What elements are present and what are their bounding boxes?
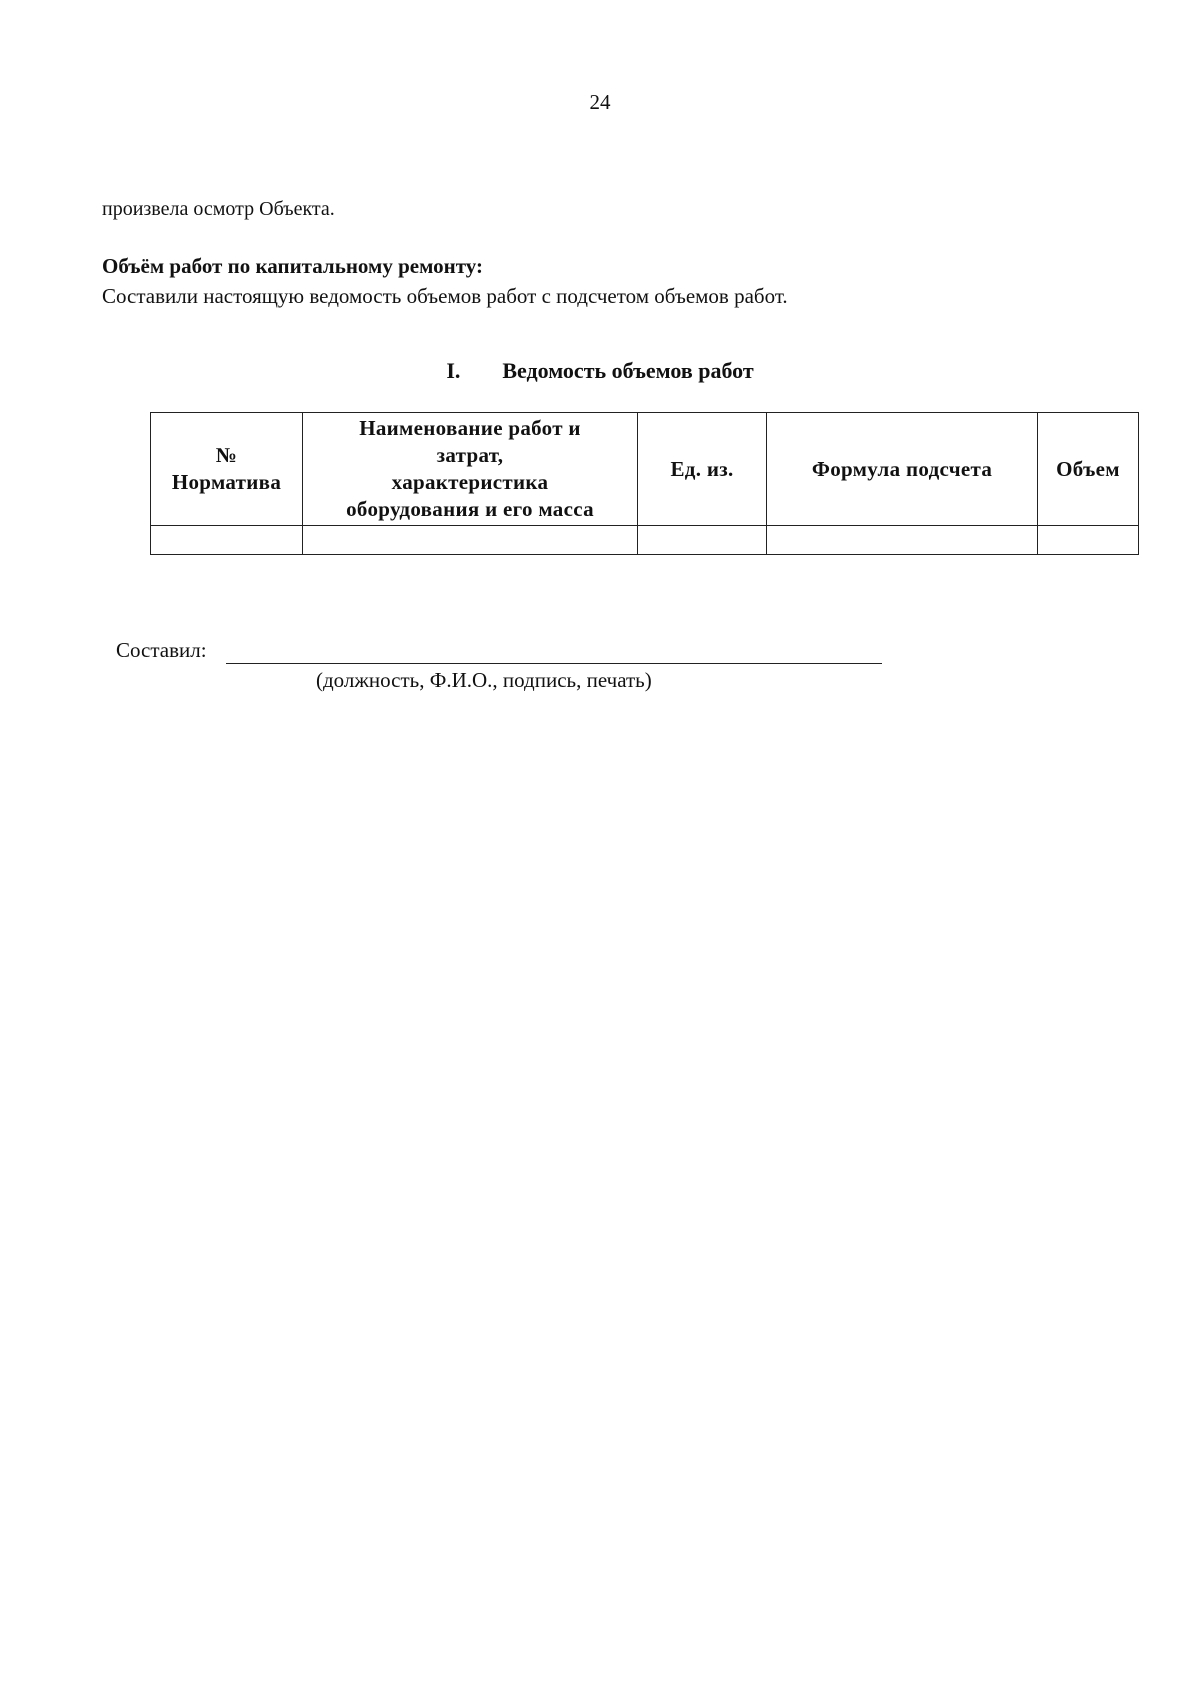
volume-table bbox=[150, 412, 1139, 555]
signature-line[interactable] bbox=[226, 663, 882, 664]
header-line: оборудования и его масса bbox=[346, 497, 594, 521]
header-line: № bbox=[215, 443, 238, 467]
table-title bbox=[0, 358, 1200, 384]
header-line: Объем bbox=[1056, 456, 1120, 481]
column-header-volume bbox=[1038, 413, 1139, 526]
column-header-norm-number bbox=[151, 413, 303, 526]
column-header-unit bbox=[638, 413, 767, 526]
table-cell[interactable] bbox=[151, 526, 303, 555]
column-header-work-name bbox=[303, 413, 638, 526]
intro-text: произвела осмотр Объекта. bbox=[102, 198, 335, 220]
section-heading: Объём работ по капитальному ремонту: bbox=[102, 254, 483, 278]
table-title-number: I. bbox=[446, 358, 461, 383]
table-header-row bbox=[151, 413, 1139, 526]
signature-label: Составил: bbox=[116, 638, 207, 662]
table-cell[interactable] bbox=[638, 526, 767, 555]
header-line: Формула подсчета bbox=[811, 456, 993, 481]
section-text: Составили настоящую ведомость объемов работ с подсчетом объемов работ. bbox=[102, 284, 788, 308]
header-line: Ед. из. bbox=[670, 456, 734, 481]
table-row bbox=[151, 526, 1139, 555]
header-line: Наименование работ и bbox=[359, 416, 581, 440]
header-line: затрат, bbox=[436, 443, 504, 467]
column-header-formula bbox=[767, 413, 1038, 526]
signature-caption: (должность, Ф.И.О., подпись, печать) bbox=[316, 668, 652, 692]
table-cell[interactable] bbox=[767, 526, 1038, 555]
table-cell[interactable] bbox=[1038, 526, 1139, 555]
table-cell[interactable] bbox=[303, 526, 638, 555]
table-title-text: Ведомость объемов работ bbox=[502, 358, 754, 383]
header-line: характеристика bbox=[391, 470, 549, 494]
page-number: 24 bbox=[589, 90, 611, 114]
header-line: Норматива bbox=[171, 470, 282, 494]
